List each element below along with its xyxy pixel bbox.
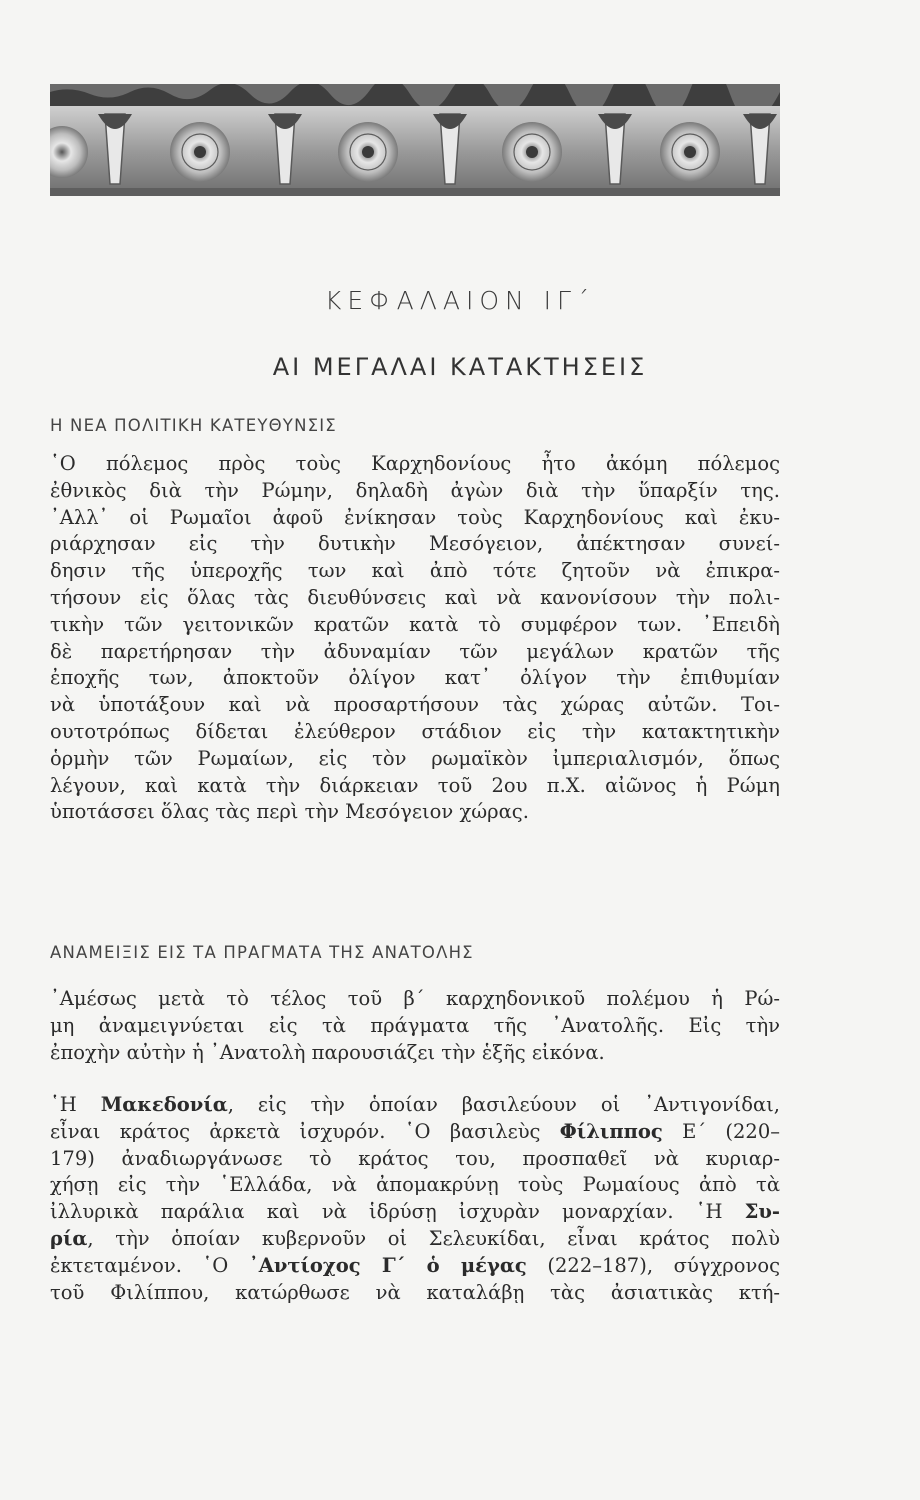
text-run: , εἰς τὴν ὁποίαν βασιλεύουν οἱ ᾿Αντιγονίδαι,	[227, 1093, 780, 1116]
text-line: τοῦ Φιλίππου, κατώρθωσε νὰ καταλάβῃ τὰς ἀσιατικὰς κτή-	[50, 1280, 780, 1304]
text-line	[50, 1119, 780, 1146]
text-line: ἐποχῆς των, ἀποκτοῦν ὀλίγον κατ᾿ ὀλίγον τὴν ἐπιθυμίαν	[50, 666, 780, 690]
bold-term: ᾿Αντίοχος Γ΄ ὁ μέγας	[248, 1253, 527, 1277]
text-line: 179) ἀναδιωργάνωσε τὸ κράτος του, προσπαθεῖ νὰ κυριαρ-	[50, 1146, 780, 1170]
frieze-ornament-image	[50, 84, 780, 196]
text-line: νὰ ὑποτάξουν καὶ νὰ προσαρτήσουν τὰς χώρας αὐτῶν. Τοι-	[50, 693, 780, 717]
text-line: ᾿Αμέσως μετὰ τὸ τέλος τοῦ β΄ καρχηδονικοῦ πολέμου ἡ Ρώ-	[50, 987, 780, 1010]
bold-term: Συ-	[744, 1200, 780, 1224]
bold-term: Φίλιππος	[559, 1119, 663, 1143]
bold-term: Μακεδονία	[100, 1093, 228, 1116]
text-line: ουτοτρόπως δίδεται ἐλεύθερον στάδιον εἰς τὴν κατακτητικὴν	[50, 719, 780, 743]
text-line: ἐποχὴν αὐτὴν ἡ ᾿Ανατολὴ παρουσιάζει τὴν ἑξῆς εἰκόνα.	[50, 1040, 605, 1064]
text-line: δησιν τῆς ὑπεροχῆς των καὶ ἀπὸ τότε ζητοῦν νὰ ἐπικρα-	[50, 559, 780, 583]
chapter-subtitle: ΑΙ ΜΕΓΑΛΑΙ ΚΑΤΑΚΤΗΣΕΙΣ	[272, 353, 648, 381]
text-run: ῾Η	[50, 1093, 101, 1116]
chapter-title: ΚΕΦΑΛΑΙΟΝ ΙΓ΄	[324, 286, 596, 315]
text-line: ὑποτάσσει ὅλας τὰς περὶ τὴν Μεσόγειον χώρας.	[50, 800, 529, 824]
frieze-ornament-icon	[50, 84, 780, 196]
text-line: τικὴν τῶν γειτονικῶν κρατῶν κατὰ τὸ συμφέρον των. ᾿Επειδὴ	[50, 612, 780, 636]
text-line	[50, 1199, 780, 1226]
section-heading: Η ΝΕΑ ΠΟΛΙΤΙΚΗ ΚΑΤΕΥΘΥΝΣΙΣ	[50, 416, 337, 435]
text-line: ῾Ο πόλεμος πρὸς τοὺς Καρχηδονίους ἦτο ἀκόμη πόλεμος	[50, 452, 780, 475]
paragraph	[50, 1092, 780, 1306]
text-line: ᾿Αλλ᾿ οἱ Ρωμαῖοι ἀφοῦ ἐνίκησαν τοὺς Καρχηδονίους καὶ ἐκυ-	[50, 505, 780, 529]
paragraph	[50, 986, 780, 1066]
text-run: Ε΄ (220–	[662, 1119, 780, 1143]
text-line: ριάρχησαν εἰς τὴν δυτικὴν Μεσόγειον, ἀπέκτησαν συνεί-	[50, 532, 780, 556]
text-line	[50, 1253, 780, 1280]
bold-term: ρία	[50, 1226, 88, 1250]
text-run: , τὴν ὁποίαν κυβερνοῦν οἱ Σελευκίδαι, εἶναι κράτος πολὺ	[87, 1226, 780, 1250]
text-line: δὲ παρετήρησαν τὴν ἀδυναμίαν τῶν μεγάλων κρατῶν τῆς	[50, 639, 780, 663]
text-line	[50, 1092, 780, 1119]
text-run: εἶναι κράτος ἀρκετὰ ἰσχυρόν. ῾Ο βασιλεὺς	[50, 1119, 560, 1143]
text-line: χήσῃ εἰς τὴν ῾Ελλάδα, νὰ ἀπομακρύνῃ τοὺς Ρωμαίους ἀπὸ τὰ	[50, 1173, 780, 1197]
text-line: ἐθνικὸς διὰ τὴν Ρώμην, δηλαδὴ ἀγὼν διὰ τὴν ὕπαρξίν της.	[50, 478, 780, 502]
text-run: ἐκτεταμένον. ῾Ο	[50, 1253, 249, 1277]
paragraph	[50, 451, 780, 826]
text-line	[50, 1226, 780, 1253]
text-run: ἰλλυρικὰ παράλια καὶ νὰ ἱδρύσῃ ἰσχυρὰν μοναρχίαν. ῾Η	[50, 1200, 745, 1224]
text-line: μη ἀναμειγνύεται εἰς τὰ πράγματα τῆς ᾿Ανατολῆς. Εἰς τὴν	[50, 1013, 780, 1037]
text-line: τήσουν εἰς ὅλας τὰς διευθύνσεις καὶ νὰ κανονίσουν τὴν πολι-	[50, 585, 780, 609]
text-line: λέγουν, καὶ κατὰ τὴν διάρκειαν τοῦ 2ου π.Χ. αἰῶνος ἡ Ρώμη	[50, 773, 780, 797]
text-line: ὁρμὴν τῶν Ρωμαίων, εἰς τὸν ρωμαϊκὸν ἰμπεριαλισμόν, ὅπως	[50, 746, 780, 770]
text-run: (222–187), σύγχρονος	[526, 1253, 781, 1277]
section-heading: ΑΝΑΜΕΙΞΙΣ ΕΙΣ ΤΑ ΠΡΑΓΜΑΤΑ ΤΗΣ ΑΝΑΤΟΛΗΣ	[50, 943, 474, 962]
